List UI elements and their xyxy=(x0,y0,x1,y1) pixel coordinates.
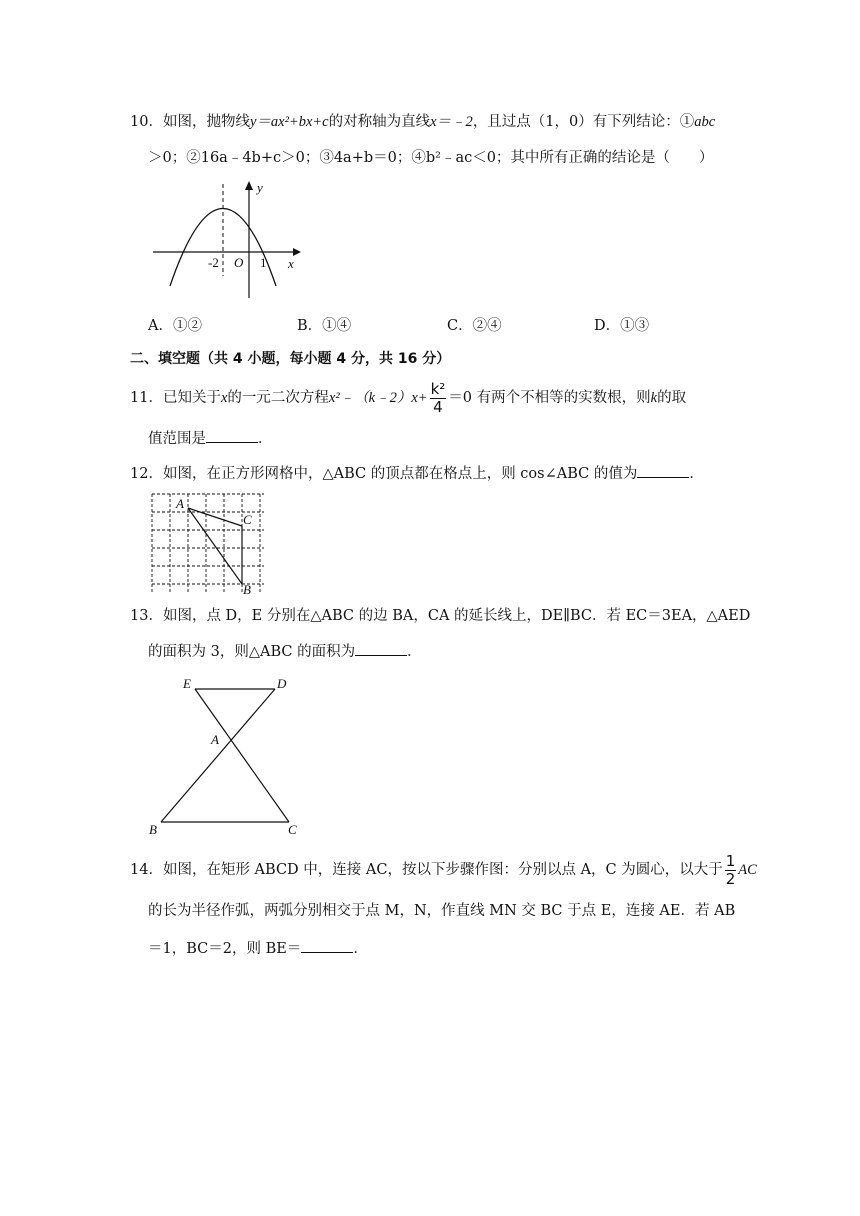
q14-text-line1: 14．如图，在矩形 ABCD 中，连接 AC，按以下步骤作图：分别以点 A，C 为圆心，以大于 xyxy=(130,862,723,878)
q11-text-line2: 值范围是 xyxy=(148,431,206,447)
grid-lines xyxy=(152,494,264,594)
q14-text-line3: ＝1，BC＝2，则 BE＝ xyxy=(148,941,302,957)
q10-option-d[interactable]: D．①③ xyxy=(594,318,650,334)
triangle-abc xyxy=(188,508,242,584)
q10-axis: x＝﹣2 xyxy=(430,114,473,130)
q10-parabola-graph xyxy=(148,176,308,306)
q10-text-b: 的对称轴为直线 xyxy=(328,114,431,130)
q11-fraction xyxy=(430,381,447,416)
label-c: C xyxy=(288,822,297,837)
label-b: B xyxy=(149,822,157,837)
q14-answer-blank[interactable] xyxy=(301,938,353,953)
q10-option-b[interactable]: B．①④ xyxy=(297,318,352,334)
figure-lines xyxy=(161,689,289,822)
q14-line1 xyxy=(130,852,757,888)
q12-text: 12．如图，在正方形网格中，△ABC 的顶点都在格点上，则 cos∠ABC 的值为 xyxy=(130,466,638,482)
label-d: D xyxy=(277,676,287,691)
q11-end: ． xyxy=(258,431,273,447)
label-c: C xyxy=(243,512,252,527)
q12-end: ． xyxy=(689,466,704,482)
q10-option-a[interactable]: A．①② xyxy=(148,318,202,334)
q14-frac-den: 2 xyxy=(725,869,736,888)
q11-text-d: 的取 xyxy=(657,390,687,406)
label-a: A xyxy=(211,732,219,747)
q13-line1: 13．如图，点 D，E 分别在△ABC 的边 BA，CA 的延长线上，DE∥BC．若 EC＝3EA，△AED xyxy=(130,608,751,624)
label-e: E xyxy=(183,676,191,691)
q11-text-b: 的一元二次方程 xyxy=(227,390,329,406)
label-a: A xyxy=(176,496,184,511)
q10-line2: ＞0；②16a﹣4b+c＞0；③4a+b＝0；④b²﹣ac＜0；其中所有正确的结论是（ ） xyxy=(148,150,714,166)
q11-x: x xyxy=(220,390,228,406)
q13-text: 的面积为 3，则△ABC 的面积为 xyxy=(148,644,356,660)
y-label: y xyxy=(257,180,263,195)
q10-line1 xyxy=(130,112,715,132)
one-label: 1 xyxy=(260,255,267,270)
q14-fraction xyxy=(725,853,737,888)
q11-answer-blank[interactable] xyxy=(206,428,258,443)
q11-frac-den: 4 xyxy=(433,397,443,416)
q13-line2 xyxy=(148,641,422,662)
q14-end: ． xyxy=(353,941,368,957)
q11-text-c: ＝0 有两个不相等的实数根，则 xyxy=(448,390,651,406)
q13-end: ． xyxy=(407,644,422,660)
x-axis-arrow-icon xyxy=(293,248,301,256)
q11-line1 xyxy=(130,380,686,416)
section-heading: 二、填空题（共 4 小题，每小题 4 分，共 16 分） xyxy=(130,351,451,367)
neg2-label: -2 xyxy=(208,255,219,270)
q14-ac: AC xyxy=(738,862,757,878)
q10-text-a: 10．如图，抛物线 xyxy=(130,114,250,130)
q13-answer-blank[interactable] xyxy=(355,641,407,656)
y-axis-arrow-icon xyxy=(245,181,253,190)
q11-text-a: 11．已知关于 xyxy=(130,390,221,406)
q14-line3 xyxy=(148,938,368,959)
q10-abc: abc xyxy=(694,114,716,130)
q11-k: k xyxy=(650,390,658,406)
q13-triangle-figure xyxy=(145,670,315,840)
q11-line2 xyxy=(148,428,273,449)
q11-frac-num: k² xyxy=(430,379,446,398)
q10-text-c: ，且过点（1，0）有下列结论：① xyxy=(472,114,695,130)
q10-equation: y＝ax²+bx+c xyxy=(249,114,329,130)
q10-option-c[interactable]: C．②④ xyxy=(447,318,502,334)
x-label: x xyxy=(288,256,294,271)
origin-label: O xyxy=(234,255,244,270)
label-b: B xyxy=(243,582,251,597)
q12-answer-blank[interactable] xyxy=(637,463,689,478)
q14-frac-num: 1 xyxy=(725,851,736,870)
q11-equation: x²﹣（k﹣2）x+ xyxy=(328,390,428,406)
q12-grid-figure xyxy=(148,490,268,598)
q12-line1 xyxy=(130,463,704,484)
q14-line2: 的长为半径作弧，两弧分别相交于点 M，N，作直线 MN 交 BC 于点 E，连接 AE．若 AB xyxy=(148,903,736,919)
